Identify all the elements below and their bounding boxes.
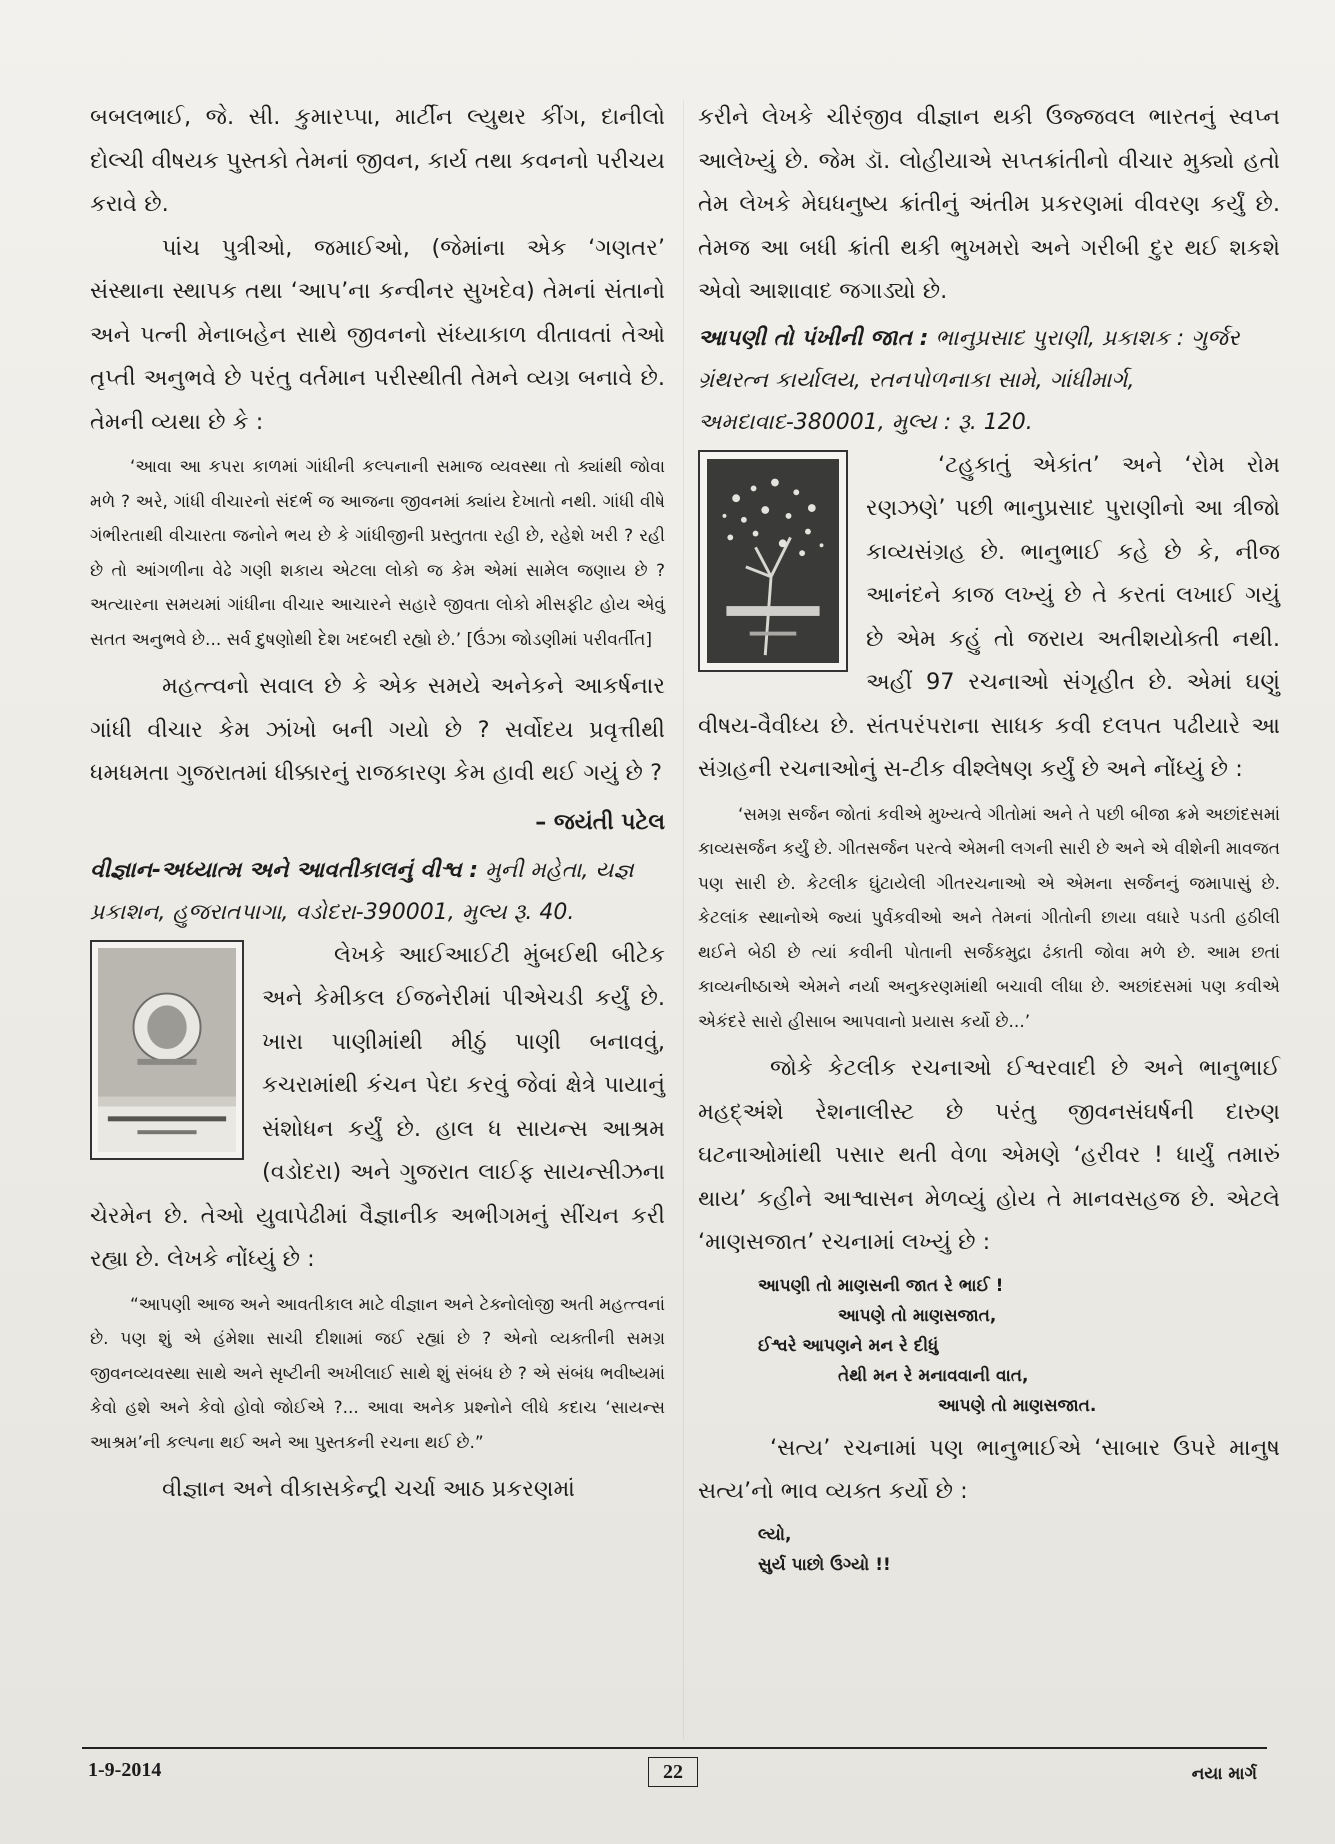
poem-excerpt xyxy=(698,1520,1280,1580)
poem-line: આપણે તો માણસજાત. xyxy=(938,1395,1097,1416)
paragraph: જોકે કેટલીક રચનાઓ ઈશ્વરવાદી છે અને ભાનુભાઈ મહદ્અંશે રેશનાલીસ્ટ છે પરંતુ જીવનસંઘર્ષની દારુણ ઘટનાઓમાંથી પસાર થતી વેળા એમણે ‘હરીવર ! ધાર્યું તમારું થાય’ કહીને આશ્વાસન મેળવ્યું હોય તે માનવસહજ છે. એટલે ‘માણસજાત’ રચનામાં લખ્યું છે : xyxy=(698,1055,1280,1255)
review-author: – જયંતી પટેલ xyxy=(535,809,665,835)
footer-rule xyxy=(82,1747,1267,1749)
issue-date: 1-9-2014 xyxy=(88,1759,162,1781)
book-details: મુની મહેતા, યજ્ઞ પ્રકાશન, હુજરાતપાગા, વડોદરા-390001, મુલ્ય રૂ. 40. xyxy=(90,857,634,925)
paragraph: ‘ટહુકાતું એકાંત’ અને ‘રોમ રોમ રણઝણે’ પછી ભાનુપ્રસાદ પુરાણીનો આ ત્રીજો કાવ્યસંગ્રહ છે. ભાનુભાઈ કહે છે કે, નીજ આનંદને કાજ લખ્યું છે તે કરતાં લખાઈ ગયું છે એમ કહું તો જરાય અતીશયોક્તી નથી. અહીં 97 રચનાઓ સંગૃહીત છે. એમાં ઘણું વીષય-વૈવીધ્ય છે. સંતપરંપરાના સાધક કવી દલપત પઢીયારે આ સંગ્રહની રચનાઓનું સ-ટીક વીશ્લેષણ કર્યું છે અને નોંધ્યું છે : xyxy=(698,451,1280,782)
paragraph: ‘સત્ય’ રચનામાં પણ ભાનુભાઈએ ‘સાબાર ઉપરે માનુષ સત્ય’નો ભાવ વ્યક્ત કર્યો છે : xyxy=(698,1434,1280,1504)
block-quote: “આપણી આજ અને આવતીકાલ માટે વીજ્ઞાન અને ટેક્નોલોજી અતી મહત્ત્વનાં છે. પણ શું એ હંમેશા સાચી દીશામાં જઈ રહ્યાં છે ? એનો વ્યક્તીની સમગ્ર જીવનવ્યવસ્થા સાથે અને સૃષ્ટીની અખીલાઈ સાથે શું સંબંધ છે ? એ સંબંધ ભવીષ્યમાં કેવો હશે અને કેવો હોવો જોઈએ ?... આવા અનેક પ્રશ્નોને લીધે કદાચ ‘સાયન્સ આશ્રમ’ની કલ્પના થઈ અને આ પુસ્તકની રચના થઈ છે.” xyxy=(90,1294,665,1453)
book-cover-image xyxy=(698,450,848,672)
poem-line: ઈશ્વરે આપણને મન રે દીધું xyxy=(758,1335,939,1356)
book-cover-image xyxy=(90,940,244,1160)
book-cover-art xyxy=(98,948,236,1152)
block-quote: ‘આવા આ કપરા કાળમાં ગાંધીની કલ્પનાની સમાજ વ્યવસ્થા તો ક્યાંથી જોવા મળે ? અરે, ગાંધી વીચારનો સંદર્ભ જ આજના જીવનમાં ક્યાંય દેખાતો નથી. ગાંધી વીષે ગંભીરતાથી વીચારતા જનોને ભય છે કે ગાંધીજીની પ્રસ્તુતતા રહી છે, રહેશે ખરી ? રહી છે તો આંગળીના વેઢે ગણી શકાય એટલા લોકો જ કેમ એમાં સામેલ જણાય છે ? અત્યારના સમયમાં ગાંધીના વીચાર આચારને સહારે જીવતા લોકો મીસફીટ હોય એવું સતત અનુભવે છે... સર્વ દુષણોથી દેશ ખદબદી રહ્યો છે.’ [ઉંઝા જોડણીમાં પરીવર્તીત] xyxy=(90,457,665,650)
paragraph: મહત્ત્વનો સવાલ છે કે એક સમયે અનેકને આકર્ષનાર ગાંધી વીચાર કેમ ઝાંખો બની ગયો છે ? સર્વોદય પ્રવૃત્તીથી ધમધમતા ગુજરાતમાં ધીક્કારનું રાજકારણ કેમ હાવી થઈ ગયું છે ? xyxy=(90,673,665,786)
poem-line: લ્યો, xyxy=(758,1524,792,1545)
magazine-name: નયા માર્ગ xyxy=(1191,1764,1257,1784)
book-cover-art xyxy=(707,459,839,663)
paragraph: લેખકે આઈઆઈટી મુંબઈથી બીટેક અને કેમીકલ ઈજનેરીમાં પીએચડી કર્યું છે. ખારા પાણીમાંથી મીઠું પાણી બનાવવું, કચરામાંથી કંચન પેદા કરવું જેવાં ક્ષેત્રે પાયાનું સંશોધન કર્યું છે. હાલ ધ સાયન્સ આશ્રમ (વડોદરા) અને ગુજરાત લાઈફ સાયન્સીઝના ચેરમેન છે. તેઓ યુવાપેઢીમાં વૈજ્ઞાનીક અભીગમનું સીંચન કરી રહ્યા છે. લેખકે નોંધ્યું છે : xyxy=(90,941,665,1272)
poem-line: આપણે તો માણસજાત, xyxy=(838,1305,997,1326)
paragraph: પાંચ પુત્રીઓ, જમાઈઓ, (જેમાંના એક ‘ગણતર’ સંસ્થાના સ્થાપક તથા ‘આપ’ના કન્વીનર સુખદેવ) તેમનાં સંતાનો અને પત્ની મેનાબહેન સાથે જીવનનો સંધ્યાકાળ વીતાવતાં તેઓ તૃપ્તી અનુભવે છે પરંતુ વર્તમાન પરીસ્થીતી તેમને વ્યગ્ર બનાવે છે. તેમની વ્યથા છે કે : xyxy=(90,234,665,435)
poem-line: આપણી તો માણસની જાત રે ભાઈ ! xyxy=(758,1275,1004,1296)
left-column xyxy=(90,96,665,1512)
paragraph: કરીને લેખકે ચીરંજીવ વીજ્ઞાન થકી ઉજ્જવલ ભારતનું સ્વપ્ન આલેખ્યું છે. જેમ ડૉ. લોહીયાએ સપ્તક્રાંતીનો વીચાર મુક્યો હતો તેમ લેખકે મેઘધનુષ્ય ક્રાંતીનું અંતીમ પ્રકરણમાં વીવરણ કર્યું છે. તેમજ આ બધી ક્રાંતી થકી ભુખમરો અને ગરીબી દુર થઈ શકશે એવો આશાવાદ જગાડ્યો છે. xyxy=(698,104,1280,304)
review-heading xyxy=(90,850,665,934)
paragraph: બબલભાઈ, જે. સી. કુમારપ્પા, માર્ટીન લ્યુથર કીંગ, દાનીલો દોલ્ચી વીષયક પુસ્તકો તેમનાં જીવન, કાર્ય તથા કવનનો પરીચય કરાવે છે. xyxy=(90,104,665,217)
column-divider xyxy=(683,100,684,1740)
poem-line: સુર્ય પાછો ઉગ્યો !! xyxy=(758,1554,891,1575)
page-number: 22 xyxy=(648,1757,698,1787)
paragraph: વીજ્ઞાન અને વીકાસકેન્દ્રી ચર્ચા આઠ પ્રકરણમાં xyxy=(162,1476,575,1502)
poem-line: તેથી મન રે મનાવવાની વાત, xyxy=(838,1365,1029,1386)
book-details: ભાનુપ્રસાદ પુરાણી, પ્રકાશક : ગુર્જર ગ્રંથરત્ન કાર્યાલય, રતનપોળનાકા સામે, ગાંધીમાર્ગ, અમદાવાદ-380001, મુલ્ય : રૂ. 120. xyxy=(698,325,1240,435)
book-title: વીજ્ઞાન-અધ્યાત્મ અને આવતીકાલનું વીશ્વ : xyxy=(90,857,479,883)
block-quote: ‘સમગ્ર સર્જન જોતાં કવીએ મુખ્યત્વે ગીતોમાં અને તે પછી બીજા ક્રમે અછાંદસમાં કાવ્યસર્જન કર્યું છે. ગીતસર્જન પરત્વે એમની લગની સારી છે અને એ વીશેની માવજત પણ સારી છે. કેટલીક ઘુંટાયેલી ગીતરચનાઓ એ એમના સર્જનનું જમાપાસું છે. કેટલાંક સ્થાનોએ જ્યાં પુર્વકવીઓ અને તેમનાં ગીતોની છાયા વધારે પડતી હઠીલી થઈને બેઠી છે ત્યાં કવીની પોતાની સર્જકમુદ્રા ઢંકાતી જોવા મળે છે. આમ છતાં કાવ્યનીષ્ઠાએ એમને નર્યા અનુકરણમાંથી બચાવી લીધા છે. અછાંદસમાં પણ કવીએ એકંદરે સારો હીસાબ આપવાનો પ્રયાસ કર્યો છે...’ xyxy=(698,804,1280,1032)
right-column xyxy=(698,96,1280,1586)
review-heading xyxy=(698,318,1280,444)
poem-excerpt xyxy=(698,1271,1280,1421)
book-title: આપણી તો પંખીની જાત : xyxy=(698,325,929,351)
